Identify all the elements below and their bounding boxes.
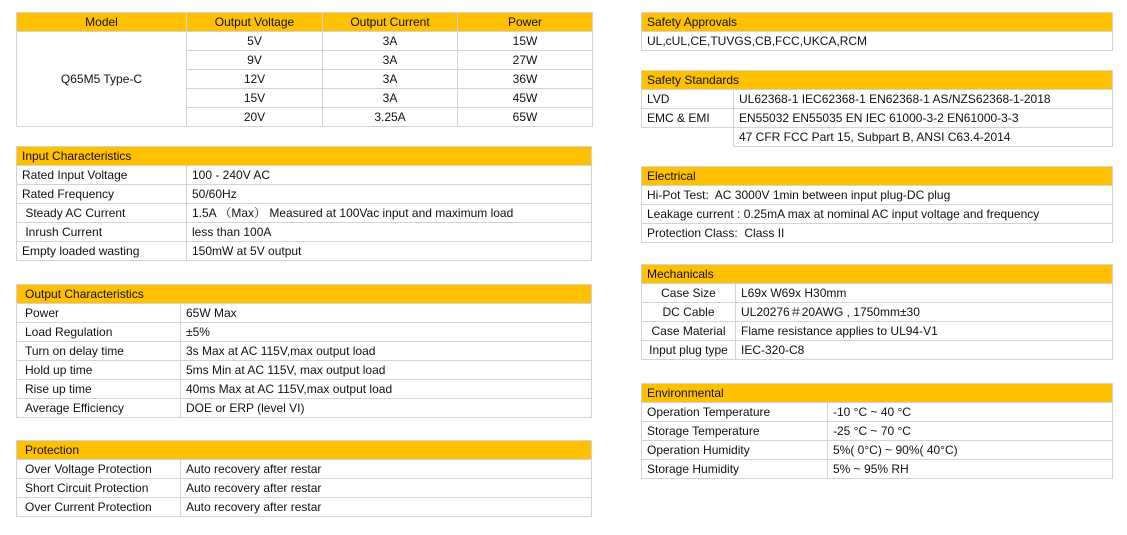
- table-row: [17, 498, 592, 517]
- table-row: [17, 304, 592, 323]
- section-title: Output Characteristics: [17, 285, 592, 304]
- input-characteristics-table: [16, 146, 592, 261]
- table-row: [17, 242, 592, 261]
- row-label: Rated Frequency: [17, 185, 187, 204]
- model-name: Q65M5 Type-C: [17, 32, 187, 127]
- section-title: Mechanicals: [642, 265, 1113, 284]
- row-value: 65W Max: [181, 304, 592, 323]
- model-table: [16, 12, 593, 127]
- row-label: Hold up time: [17, 361, 181, 380]
- power-cell: 36W: [458, 70, 593, 89]
- row-value: L69x W69x H30mm: [736, 284, 1113, 303]
- table-row: [642, 303, 1113, 322]
- safety-approvals-table: [641, 12, 1113, 51]
- protection-table: [16, 440, 592, 517]
- power-cell: 27W: [458, 51, 593, 70]
- voltage-cell: 5V: [187, 32, 323, 51]
- voltage-cell: 9V: [187, 51, 323, 70]
- row-value: ±5%: [181, 323, 592, 342]
- row-value: Hi-Pot Test: AC 3000V 1min between input plug-DC plug: [642, 186, 1113, 205]
- current-cell: 3A: [323, 32, 458, 51]
- row-value: 100 - 240V AC: [187, 166, 592, 185]
- output-characteristics-table: [16, 284, 592, 418]
- row-label: Load Regulation: [17, 323, 181, 342]
- table-row: [17, 361, 592, 380]
- row-value: Auto recovery after restar: [181, 498, 592, 517]
- voltage-cell: 15V: [187, 89, 323, 108]
- row-label: Empty loaded wasting: [17, 242, 187, 261]
- section-title: Electrical: [642, 167, 1113, 186]
- table-row: [642, 32, 1113, 51]
- row-label: Average Efficiency: [17, 399, 181, 418]
- section-title: Protection: [17, 441, 592, 460]
- table-row: [642, 441, 1113, 460]
- table-row: [17, 323, 592, 342]
- row-value: 150mW at 5V output: [187, 242, 592, 261]
- table-row: [17, 204, 592, 223]
- section-title: Environmental: [642, 384, 1113, 403]
- row-value: 3s Max at AC 115V,max output load: [181, 342, 592, 361]
- row-label: Rated Input Voltage: [17, 166, 187, 185]
- row-label: Over Current Protection: [17, 498, 181, 517]
- row-label: Steady AC Current: [17, 204, 187, 223]
- table-row: [17, 380, 592, 399]
- table-row: [17, 479, 592, 498]
- row-label: Turn on delay time: [17, 342, 181, 361]
- row-value: UL20276＃20AWG , 1750mm±30: [736, 303, 1113, 322]
- mechanicals-table: [641, 264, 1113, 360]
- power-cell: 45W: [458, 89, 593, 108]
- table-row: [642, 341, 1113, 360]
- row-label: Storage Temperature: [642, 422, 828, 441]
- header-output-current: Output Current: [323, 13, 458, 32]
- table-row: [17, 342, 592, 361]
- table-row: [642, 284, 1113, 303]
- row-value: Auto recovery after restar: [181, 479, 592, 498]
- row-label: LVD: [642, 90, 734, 109]
- row-value: -10 °C ~ 40 °C: [828, 403, 1113, 422]
- row-label: Input plug type: [642, 341, 736, 360]
- model-table-header-row: [17, 13, 593, 32]
- row-value: less than 100A: [187, 223, 592, 242]
- row-value: Flame resistance applies to UL94-V1: [736, 322, 1113, 341]
- table-row: [642, 186, 1113, 205]
- table-row: [17, 185, 592, 204]
- row-value: 5%( 0°C) ~ 90%( 40°C): [828, 441, 1113, 460]
- section-title: Safety Standards: [642, 71, 1113, 90]
- current-cell: 3.25A: [323, 108, 458, 127]
- row-value: 5ms Min at AC 115V, max output load: [181, 361, 592, 380]
- row-label: Inrush Current: [17, 223, 187, 242]
- current-cell: 3A: [323, 89, 458, 108]
- table-row: [17, 460, 592, 479]
- row-value: IEC-320-C8: [736, 341, 1113, 360]
- row-value: EN55032 EN55035 EN IEC 61000-3-2 EN61000-3-3: [734, 109, 1113, 128]
- row-label: Operation Humidity: [642, 441, 828, 460]
- table-row: [17, 166, 592, 185]
- row-value: Leakage current : 0.25mA max at nominal AC input voltage and frequency: [642, 205, 1113, 224]
- voltage-cell: 20V: [187, 108, 323, 127]
- table-row: [17, 32, 593, 51]
- header-model: Model: [17, 13, 187, 32]
- row-value: UL62368-1 IEC62368-1 EN62368-1 AS/NZS62368-1-2018: [734, 90, 1113, 109]
- row-value: UL,cUL,CE,TUVGS,CB,FCC,UKCA,RCM: [642, 32, 1113, 51]
- row-label: EMC & EMI: [642, 109, 734, 128]
- environmental-table: [641, 383, 1113, 479]
- row-label: Rise up time: [17, 380, 181, 399]
- row-value: 1.5A （Max） Measured at 100Vac input and maximum load: [187, 204, 592, 223]
- table-row: [17, 223, 592, 242]
- section-title: Input Characteristics: [17, 147, 592, 166]
- row-label: Operation Temperature: [642, 403, 828, 422]
- row-value: 5% ~ 95% RH: [828, 460, 1113, 479]
- table-row: [642, 205, 1113, 224]
- row-value: Protection Class: Class II: [642, 224, 1113, 243]
- voltage-cell: 12V: [187, 70, 323, 89]
- row-label: Short Circuit Protection: [17, 479, 181, 498]
- row-label: DC Cable: [642, 303, 736, 322]
- current-cell: 3A: [323, 70, 458, 89]
- row-label: Power: [17, 304, 181, 323]
- row-label: Over Voltage Protection: [17, 460, 181, 479]
- row-value: 40ms Max at AC 115V,max output load: [181, 380, 592, 399]
- table-row: [642, 109, 1113, 128]
- header-power: Power: [458, 13, 593, 32]
- table-row: [642, 322, 1113, 341]
- table-row: [642, 128, 1113, 147]
- row-value: 50/60Hz: [187, 185, 592, 204]
- header-output-voltage: Output Voltage: [187, 13, 323, 32]
- power-cell: 15W: [458, 32, 593, 51]
- row-value: DOE or ERP (level VI): [181, 399, 592, 418]
- electrical-table: [641, 166, 1113, 243]
- power-cell: 65W: [458, 108, 593, 127]
- row-label: [642, 128, 734, 147]
- table-row: [642, 403, 1113, 422]
- table-row: [17, 399, 592, 418]
- row-label: Case Material: [642, 322, 736, 341]
- row-label: Storage Humidity: [642, 460, 828, 479]
- row-value: -25 °C ~ 70 °C: [828, 422, 1113, 441]
- row-label: Case Size: [642, 284, 736, 303]
- row-value: Auto recovery after restar: [181, 460, 592, 479]
- table-row: [642, 90, 1113, 109]
- table-row: [642, 422, 1113, 441]
- safety-standards-table: [641, 70, 1113, 147]
- current-cell: 3A: [323, 51, 458, 70]
- table-row: [642, 460, 1113, 479]
- row-value: 47 CFR FCC Part 15, Subpart B, ANSI C63.4-2014: [734, 128, 1113, 147]
- section-title: Safety Approvals: [642, 13, 1113, 32]
- table-row: [642, 224, 1113, 243]
